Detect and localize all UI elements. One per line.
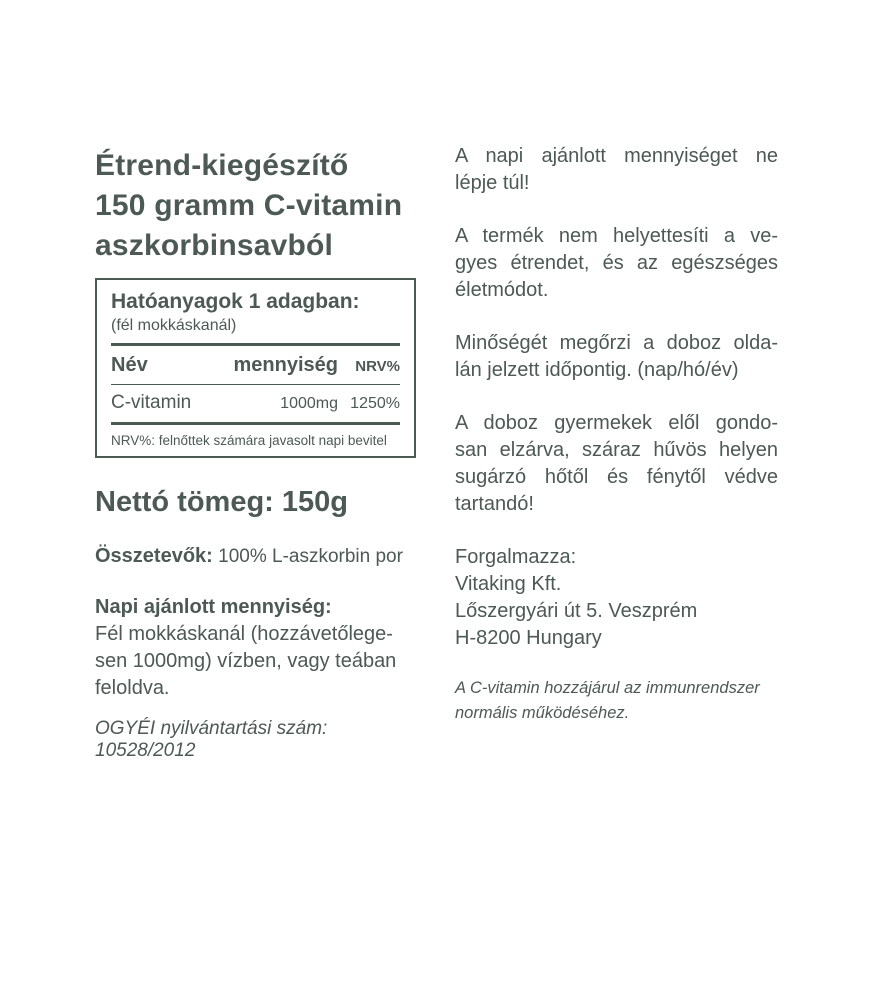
health-claim: A C-vitamin hozzájárul az immunrendszer normális működéséhez. bbox=[455, 679, 760, 722]
storage-paragraph: A doboz gyermekek elől gondo- san elzárva, száraz hűvös helyen sugárzó hőtől és fénytől védve tartandó! bbox=[455, 412, 778, 515]
column-header-amount: mennyiség bbox=[233, 354, 338, 376]
facts-subtitle: (fél mokkáskanál) bbox=[111, 317, 237, 334]
divider-thick bbox=[111, 343, 400, 346]
daily-dose-text: Fél mokkáskanál (hozzávetőlege- sen 1000mg) vízben, vagy teában feloldva. bbox=[95, 623, 397, 699]
daily-dose-heading: Napi ajánlott mennyiség: bbox=[95, 596, 332, 618]
ingredient-amount: 1000mg bbox=[280, 395, 338, 412]
facts-title: Hatóanyagok 1 adagban: bbox=[111, 290, 360, 313]
net-weight: Nettó tömeg: 150g bbox=[95, 486, 348, 518]
diet-paragraph: A termék nem helyettesíti a ve- gyes étrendet, és az egészséges életmódot. bbox=[455, 225, 778, 301]
left-column bbox=[95, 146, 420, 762]
ingredients-label: Összetevők: bbox=[95, 545, 213, 567]
ingredients-value: 100% L-aszkorbin por bbox=[218, 546, 403, 567]
registration-number: OGYÉI nyilvántartási szám: 10528/2012 bbox=[95, 718, 328, 761]
ingredient-nrv: 1250% bbox=[350, 395, 400, 412]
nrv-footnote: NRV%: felnőttek számára javasolt napi bevitel bbox=[111, 433, 387, 448]
column-header-name: Név bbox=[111, 354, 148, 376]
supplement-facts-box bbox=[95, 278, 416, 458]
right-column bbox=[455, 143, 778, 726]
facts-data-row bbox=[111, 392, 400, 414]
facts-header-row bbox=[111, 354, 400, 377]
divider-thin bbox=[111, 384, 400, 385]
ingredients-line bbox=[95, 545, 420, 568]
column-header-nrv: NRV% bbox=[355, 358, 400, 375]
distributor-block: Forgalmazza: Vitaking Kft. Lőszergyári út 5. Veszprém H-8200 Hungary bbox=[455, 546, 698, 649]
warning-paragraph: A napi ajánlott mennyiséget ne lépje túl! bbox=[455, 145, 778, 194]
product-title: Étrend-kiegészítő 150 gramm C-vitamin aszkorbinsavból bbox=[95, 149, 403, 262]
divider-thick bbox=[111, 422, 400, 425]
ingredient-name: C-vitamin bbox=[111, 392, 192, 413]
quality-paragraph: Minőségét megőrzi a doboz olda- lán jelzett időpontig. (nap/hó/év) bbox=[455, 332, 778, 381]
